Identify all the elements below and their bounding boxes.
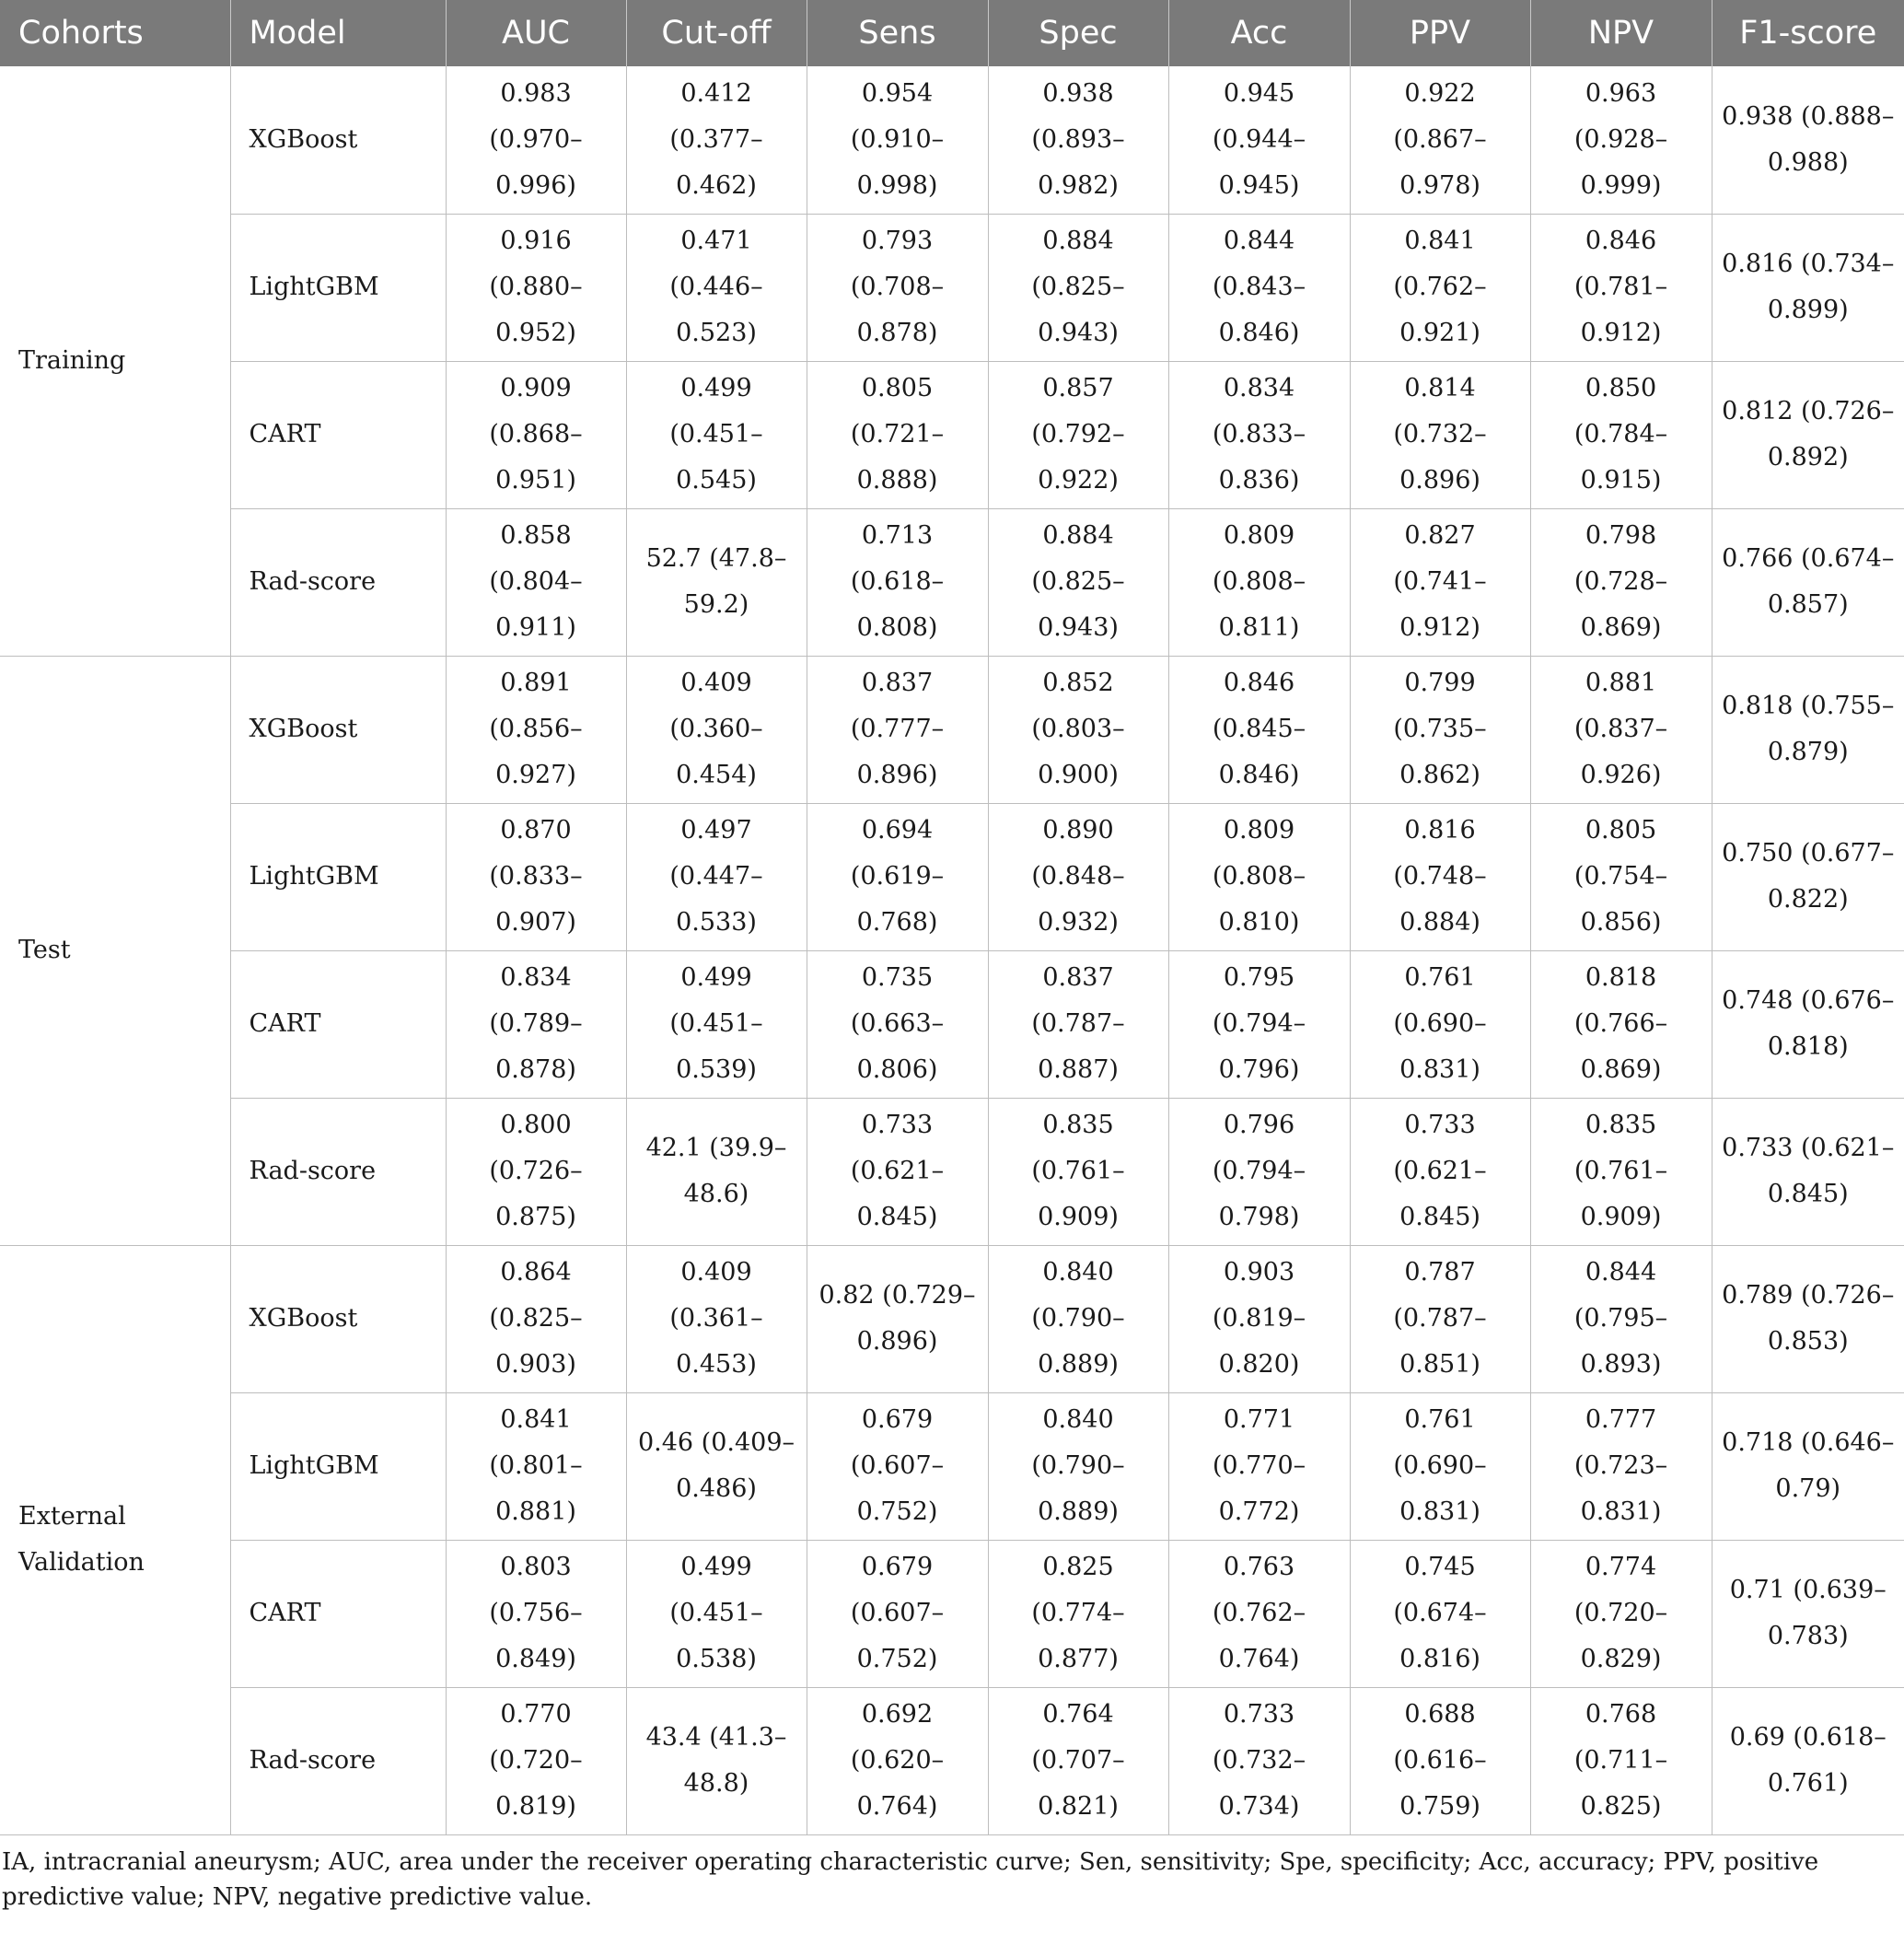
- model-cell: XGBoost: [230, 1245, 446, 1392]
- header-npv: NPV: [1530, 0, 1712, 66]
- metric-cell: [1168, 656, 1350, 803]
- metric-value: 0.834 (0.833–0.836): [1212, 374, 1306, 495]
- header-model: Model: [230, 0, 446, 66]
- metric-value: 0.733 (0.621–0.845): [850, 1111, 945, 1231]
- model-cell: CART: [230, 361, 446, 508]
- metric-value: 0.805 (0.754–0.856): [1573, 816, 1668, 937]
- metric-value: 52.7 (47.8–59.2): [645, 544, 787, 619]
- metric-cell: [1530, 214, 1712, 361]
- metric-cell: [626, 1392, 807, 1540]
- model-cell: CART: [230, 1540, 446, 1687]
- metric-cell: [1712, 214, 1904, 361]
- metric-cell: [446, 803, 626, 950]
- metric-value: 0.938 (0.888–0.988): [1722, 101, 1895, 177]
- metric-value: 0.499 (0.451–0.545): [669, 374, 763, 495]
- metric-cell: [988, 1245, 1168, 1392]
- metric-value: 0.881 (0.837–0.926): [1573, 669, 1668, 789]
- metric-value: 0.679 (0.607–0.752): [850, 1553, 945, 1673]
- table-body: [0, 66, 1904, 1834]
- metric-cell: [1168, 1687, 1350, 1834]
- metric-cell: [626, 656, 807, 803]
- metric-value: 0.471 (0.446–0.523): [669, 227, 763, 347]
- cohort-cell: External Validation: [0, 1245, 230, 1834]
- metric-value: 0.82 (0.729–0.896): [818, 1281, 976, 1356]
- metric-value: 0.766 (0.674–0.857): [1722, 544, 1895, 619]
- metric-value: 0.733 (0.621–0.845): [1393, 1111, 1487, 1231]
- metric-value: 0.884 (0.825–0.943): [1031, 227, 1125, 347]
- metric-value: 0.761 (0.690–0.831): [1393, 1405, 1487, 1526]
- metric-value: 0.884 (0.825–0.943): [1031, 521, 1125, 642]
- metric-cell: [626, 1687, 807, 1834]
- metric-cell: [1530, 361, 1712, 508]
- metric-value: 0.963 (0.928–0.999): [1573, 78, 1668, 200]
- metric-cell: [807, 508, 988, 656]
- metric-cell: [807, 950, 988, 1098]
- metric-value: 0.835 (0.761–0.909): [1031, 1111, 1125, 1231]
- metric-cell: [988, 1392, 1168, 1540]
- metric-cell: [626, 1540, 807, 1687]
- metric-cell: [1350, 1245, 1530, 1392]
- metric-value: 0.764 (0.707–0.821): [1031, 1700, 1125, 1821]
- metric-value: 0.852 (0.803–0.900): [1031, 669, 1125, 789]
- metric-value: 0.825 (0.774–0.877): [1031, 1553, 1125, 1673]
- table-row: [0, 66, 1904, 214]
- metric-value: 0.922 (0.867–0.978): [1393, 78, 1487, 200]
- metric-cell: [626, 803, 807, 950]
- metric-cell: [1350, 214, 1530, 361]
- metric-value: 0.857 (0.792–0.922): [1031, 374, 1125, 495]
- metric-value: 0.497 (0.447–0.533): [669, 816, 763, 937]
- metric-value: 0.800 (0.726–0.875): [489, 1111, 583, 1231]
- metric-cell: [988, 1098, 1168, 1245]
- metric-cell: [1168, 508, 1350, 656]
- metric-value: 0.799 (0.735–0.862): [1393, 669, 1487, 789]
- metric-value: 43.4 (41.3–48.8): [645, 1723, 787, 1798]
- header-sens: Sens: [807, 0, 988, 66]
- metric-cell: [1350, 66, 1530, 214]
- metric-cell: [1530, 1687, 1712, 1834]
- metric-cell: [1530, 656, 1712, 803]
- metric-cell: [1350, 803, 1530, 950]
- metric-cell: [446, 950, 626, 1098]
- table-header-row: [0, 0, 1904, 66]
- metric-cell: [446, 656, 626, 803]
- header-acc: Acc: [1168, 0, 1350, 66]
- metric-value: 0.809 (0.808–0.811): [1212, 521, 1306, 642]
- metric-cell: [1530, 508, 1712, 656]
- header-cutoff: Cut-off: [626, 0, 807, 66]
- table-row: [0, 1098, 1904, 1245]
- metric-value: 0.771 (0.770–0.772): [1212, 1405, 1306, 1526]
- metric-value: 0.499 (0.451–0.539): [669, 963, 763, 1084]
- metric-cell: [807, 1540, 988, 1687]
- metric-value: 0.818 (0.755–0.879): [1722, 692, 1895, 766]
- metric-cell: [807, 656, 988, 803]
- metric-value: 0.805 (0.721–0.888): [850, 374, 945, 495]
- header-ppv: PPV: [1350, 0, 1530, 66]
- metric-cell: [807, 1098, 988, 1245]
- metric-value: 0.844 (0.843–0.846): [1212, 227, 1306, 347]
- metric-value: 0.787 (0.787–0.851): [1393, 1258, 1487, 1379]
- metric-value: 0.409 (0.360–0.454): [669, 669, 763, 789]
- metric-value: 0.748 (0.676–0.818): [1722, 986, 1895, 1061]
- metric-value: 0.718 (0.646–0.79): [1722, 1428, 1895, 1503]
- model-cell: LightGBM: [230, 803, 446, 950]
- metric-cell: [807, 214, 988, 361]
- metric-cell: [807, 361, 988, 508]
- metric-cell: [1712, 1392, 1904, 1540]
- metric-cell: [988, 1687, 1168, 1834]
- header-auc: AUC: [446, 0, 626, 66]
- metric-value: 0.713 (0.618–0.808): [850, 521, 945, 642]
- metric-value: 42.1 (39.9–48.6): [645, 1134, 787, 1208]
- table-row: [0, 361, 1904, 508]
- metric-cell: [1712, 950, 1904, 1098]
- table-row: [0, 1392, 1904, 1540]
- metric-cell: [446, 214, 626, 361]
- header-cohorts: Cohorts: [0, 0, 230, 66]
- metric-cell: [1530, 1245, 1712, 1392]
- metric-value: 0.903 (0.819–0.820): [1212, 1258, 1306, 1379]
- metric-value: 0.763 (0.762–0.764): [1212, 1553, 1306, 1673]
- metric-value: 0.409 (0.361–0.453): [669, 1258, 763, 1379]
- metric-cell: [1712, 1687, 1904, 1834]
- model-cell: XGBoost: [230, 656, 446, 803]
- metric-value: 0.499 (0.451–0.538): [669, 1553, 763, 1673]
- metric-value: 0.858 (0.804–0.911): [489, 521, 583, 642]
- metric-value: 0.864 (0.825–0.903): [489, 1258, 583, 1379]
- metric-value: 0.750 (0.677–0.822): [1722, 839, 1895, 914]
- table-row: [0, 1245, 1904, 1392]
- table-row: [0, 1687, 1904, 1834]
- metric-cell: [1712, 1245, 1904, 1392]
- metric-value: 0.837 (0.777–0.896): [850, 669, 945, 789]
- metric-cell: [1712, 1098, 1904, 1245]
- metric-cell: [1168, 214, 1350, 361]
- metric-value: 0.938 (0.893–0.982): [1031, 78, 1125, 200]
- metric-value: 0.837 (0.787–0.887): [1031, 963, 1125, 1084]
- metric-cell: [626, 1245, 807, 1392]
- metric-cell: [988, 950, 1168, 1098]
- metric-value: 0.827 (0.741–0.912): [1393, 521, 1487, 642]
- metric-value: 0.809 (0.808–0.810): [1212, 816, 1306, 937]
- metric-cell: [1168, 66, 1350, 214]
- metric-value: 0.891 (0.856–0.927): [489, 669, 583, 789]
- metric-cell: [1168, 1245, 1350, 1392]
- metric-cell: [1530, 803, 1712, 950]
- metric-cell: [446, 1392, 626, 1540]
- metric-value: 0.812 (0.726–0.892): [1722, 397, 1895, 472]
- metric-value: 0.789 (0.726–0.853): [1722, 1281, 1895, 1356]
- table-row: [0, 214, 1904, 361]
- table-row: [0, 508, 1904, 656]
- metric-cell: [1168, 1098, 1350, 1245]
- metric-value: 0.846 (0.781–0.912): [1573, 227, 1668, 347]
- metric-value: 0.793 (0.708–0.878): [850, 227, 945, 347]
- cohort-cell: Training: [0, 66, 230, 656]
- metric-cell: [1168, 950, 1350, 1098]
- metric-cell: [446, 508, 626, 656]
- metric-value: 0.796 (0.794–0.798): [1212, 1111, 1306, 1231]
- metric-cell: [1712, 1540, 1904, 1687]
- metric-cell: [1350, 1098, 1530, 1245]
- metric-cell: [446, 66, 626, 214]
- metric-value: 0.770 (0.720–0.819): [489, 1700, 583, 1821]
- metric-value: 0.745 (0.674–0.816): [1393, 1553, 1487, 1673]
- metric-cell: [988, 66, 1168, 214]
- metric-cell: [1712, 803, 1904, 950]
- metric-cell: [1350, 950, 1530, 1098]
- metric-value: 0.840 (0.790–0.889): [1031, 1405, 1125, 1526]
- metric-cell: [626, 1098, 807, 1245]
- metric-cell: [1530, 1540, 1712, 1687]
- metric-value: 0.46 (0.409–0.486): [637, 1428, 795, 1503]
- metric-cell: [807, 1687, 988, 1834]
- metric-cell: [988, 361, 1168, 508]
- metric-cell: [446, 1540, 626, 1687]
- metric-cell: [807, 66, 988, 214]
- metric-value: 0.846 (0.845–0.846): [1212, 669, 1306, 789]
- metric-value: 0.795 (0.794–0.796): [1212, 963, 1306, 1084]
- metric-cell: [1712, 656, 1904, 803]
- metric-cell: [1168, 803, 1350, 950]
- metric-value: 0.761 (0.690–0.831): [1393, 963, 1487, 1084]
- metric-cell: [1168, 1392, 1350, 1540]
- metric-value: 0.870 (0.833–0.907): [489, 816, 583, 937]
- model-cell: Rad-score: [230, 1687, 446, 1834]
- table-row: [0, 803, 1904, 950]
- metric-cell: [446, 1098, 626, 1245]
- metric-value: 0.777 (0.723–0.831): [1573, 1405, 1668, 1526]
- metric-value: 0.816 (0.748–0.884): [1393, 816, 1487, 937]
- metric-cell: [626, 361, 807, 508]
- cohort-cell: Test: [0, 656, 230, 1245]
- metric-cell: [1530, 950, 1712, 1098]
- model-cell: XGBoost: [230, 66, 446, 214]
- metric-cell: [807, 1392, 988, 1540]
- metric-cell: [1350, 1392, 1530, 1540]
- table-row: [0, 656, 1904, 803]
- metric-cell: [446, 1687, 626, 1834]
- metric-value: 0.844 (0.795–0.893): [1573, 1258, 1668, 1379]
- metric-cell: [446, 361, 626, 508]
- metric-cell: [1712, 66, 1904, 214]
- metric-cell: [807, 803, 988, 950]
- metric-cell: [988, 656, 1168, 803]
- metric-cell: [1168, 1540, 1350, 1687]
- metric-value: 0.69 (0.618–0.761): [1729, 1723, 1887, 1798]
- metric-value: 0.803 (0.756–0.849): [489, 1553, 583, 1673]
- metric-cell: [1530, 66, 1712, 214]
- metric-cell: [988, 1540, 1168, 1687]
- metric-value: 0.679 (0.607–0.752): [850, 1405, 945, 1526]
- metric-value: 0.840 (0.790–0.889): [1031, 1258, 1125, 1379]
- metric-cell: [1530, 1392, 1712, 1540]
- metric-cell: [626, 950, 807, 1098]
- metric-value: 0.798 (0.728–0.869): [1573, 521, 1668, 642]
- model-cell: CART: [230, 950, 446, 1098]
- table-row: [0, 950, 1904, 1098]
- metric-value: 0.841 (0.801–0.881): [489, 1405, 583, 1526]
- metric-value: 0.688 (0.616–0.759): [1393, 1700, 1487, 1821]
- metric-cell: [1712, 361, 1904, 508]
- metric-value: 0.850 (0.784–0.915): [1573, 374, 1668, 495]
- metric-value: 0.692 (0.620–0.764): [850, 1700, 945, 1821]
- metric-cell: [626, 508, 807, 656]
- metric-value: 0.814 (0.732–0.896): [1393, 374, 1487, 495]
- metric-value: 0.818 (0.766–0.869): [1573, 963, 1668, 1084]
- metric-value: 0.841 (0.762–0.921): [1393, 227, 1487, 347]
- metric-value: 0.916 (0.880–0.952): [489, 227, 583, 347]
- table-footnote: IA, intracranial aneurysm; AUC, area under the receiver operating characteristic curve; Sen, sensitivity; Spe, specificity; Acc, accuracy; PPV, positive predictive value; NPV, negative predictive value.: [2, 1847, 1819, 1911]
- header-f1score: F1-score: [1712, 0, 1904, 66]
- metric-value: 0.983 (0.970–0.996): [489, 78, 583, 200]
- metric-value: 0.890 (0.848–0.932): [1031, 816, 1125, 937]
- metric-value: 0.412 (0.377–0.462): [669, 78, 763, 200]
- header-spec: Spec: [988, 0, 1168, 66]
- metric-value: 0.909 (0.868–0.951): [489, 374, 583, 495]
- table-row: [0, 1540, 1904, 1687]
- metric-cell: [1350, 1687, 1530, 1834]
- metric-cell: [988, 214, 1168, 361]
- metric-cell: [626, 66, 807, 214]
- metric-cell: [626, 214, 807, 361]
- metric-value: 0.835 (0.761–0.909): [1573, 1111, 1668, 1231]
- metric-value: 0.735 (0.663–0.806): [850, 963, 945, 1084]
- metric-cell: [988, 508, 1168, 656]
- metric-value: 0.945 (0.944–0.945): [1212, 78, 1306, 200]
- metric-value: 0.768 (0.711–0.825): [1573, 1700, 1668, 1821]
- metric-cell: [1350, 656, 1530, 803]
- metric-value: 0.834 (0.789–0.878): [489, 963, 583, 1084]
- metric-value: 0.774 (0.720–0.829): [1573, 1553, 1668, 1673]
- metric-cell: [1350, 508, 1530, 656]
- metric-cell: [1350, 361, 1530, 508]
- metric-cell: [446, 1245, 626, 1392]
- metric-cell: [1712, 508, 1904, 656]
- metric-cell: [1530, 1098, 1712, 1245]
- metric-cell: [988, 803, 1168, 950]
- metric-cell: [1350, 1540, 1530, 1687]
- model-cell: Rad-score: [230, 1098, 446, 1245]
- metric-cell: [1168, 361, 1350, 508]
- metric-value: 0.733 (0.621–0.845): [1722, 1134, 1895, 1208]
- metric-cell: [807, 1245, 988, 1392]
- metric-value: 0.694 (0.619–0.768): [850, 816, 945, 937]
- model-cell: LightGBM: [230, 1392, 446, 1540]
- metric-value: 0.954 (0.910–0.998): [850, 78, 945, 200]
- model-cell: LightGBM: [230, 214, 446, 361]
- metric-value: 0.733 (0.732–0.734): [1212, 1700, 1306, 1821]
- metric-value: 0.71 (0.639–0.783): [1729, 1576, 1887, 1650]
- metric-value: 0.816 (0.734–0.899): [1722, 250, 1895, 324]
- model-cell: Rad-score: [230, 508, 446, 656]
